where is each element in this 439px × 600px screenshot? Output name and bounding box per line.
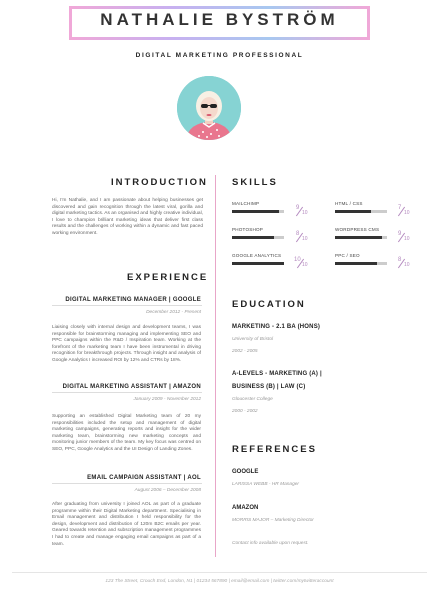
skill-out-of: 10 xyxy=(302,210,308,216)
skill-bar-fill xyxy=(232,262,284,265)
job-date-1: December 2012 - Present xyxy=(146,310,201,315)
reference-company: AMAZON xyxy=(232,505,259,511)
job-separator xyxy=(52,305,202,306)
job-title-3: EMAIL CAMPAIGN ASSISTANT | AOL xyxy=(87,475,201,481)
job-headline: DIGITAL MARKETING PROFESSIONAL xyxy=(135,52,304,59)
skill-out-of: 10 xyxy=(404,262,410,268)
skill-bar xyxy=(335,236,387,239)
skill-rating xyxy=(296,231,310,245)
job-date-3: August 2006 – December 2008 xyxy=(134,488,201,493)
skill-bar xyxy=(232,210,284,213)
skill-rating xyxy=(294,257,308,271)
job-date-2: January 2009 - November 2012 xyxy=(133,397,201,402)
reference-person: MORRIS MAJOR – Marketing Director xyxy=(232,518,314,523)
reference-person: LARISSA WEBB - HR Manager xyxy=(232,482,299,487)
skill-bar-fill xyxy=(232,236,274,239)
education-school: Gloucester College xyxy=(232,397,273,402)
reference-company: GOOGLE xyxy=(232,469,259,475)
profile-photo xyxy=(177,76,241,140)
job-description-3: After graduating from university I joined AOL as part of a graduate programme within their Digital Marketing department. Specialising in Email management and distribution I held responsibility for the design, development and distribution of 120m B2C emails per year. Geared towards retention and subscription management programmes I had to create and manage engaging email campaigns as part of a team. xyxy=(52,502,201,547)
references-note: Contact info available upon request. xyxy=(232,541,309,546)
skill-rating xyxy=(296,205,310,219)
education-heading: EDUCATION xyxy=(232,299,306,310)
skill-score: 9 xyxy=(296,205,300,211)
skill-score: 7 xyxy=(398,205,402,211)
portrait-illustration xyxy=(177,76,241,140)
skill-score: 10 xyxy=(294,257,301,263)
skill-name: PHOTOSHOP xyxy=(232,227,264,232)
skill-name: WORDPRESS CMS xyxy=(335,227,380,232)
education-title: MARKETING - 2.1 BA (HONS) xyxy=(232,324,321,330)
skills-heading: SKILLS xyxy=(232,177,278,188)
skill-out-of: 10 xyxy=(404,236,410,242)
skill-rating xyxy=(398,231,412,245)
job-separator xyxy=(52,392,202,393)
skill-score: 8 xyxy=(398,257,402,263)
skill-bar-fill xyxy=(232,210,279,213)
job-separator xyxy=(52,483,202,484)
references-heading: REFERENCES xyxy=(232,444,317,455)
skill-bar-fill xyxy=(335,210,371,213)
skill-rating xyxy=(398,205,412,219)
skill-bar xyxy=(335,210,387,213)
footer-divider xyxy=(12,572,427,573)
skill-bar-fill xyxy=(335,236,382,239)
skill-bar xyxy=(232,262,284,265)
skill-name: GOOGLE ANALYTICS xyxy=(232,253,282,258)
education-school: University of Bristol xyxy=(232,337,274,342)
skill-out-of: 10 xyxy=(302,236,308,242)
skill-name: PPC / SEO xyxy=(335,253,360,258)
skill-out-of: 10 xyxy=(302,262,308,268)
job-description-2: Supporting an established Digital Marketing team of 20 my responsibilities included the setup and management of digital marketing campaigns, generating reports and insight for the wider marketing team, brainstorming new marketing concepts and monitoring junior members of the team. My key focus was centred on SEO, PPC, Google Analytics and the UI Design of Landing Zones. xyxy=(52,414,201,452)
introduction-heading: INTRODUCTION xyxy=(111,177,208,188)
candidate-name: NATHALIE BYSTRÖM xyxy=(100,10,339,29)
skill-out-of: 10 xyxy=(404,210,410,216)
job-title-1: DIGITAL MARKETING MANAGER | GOOGLE xyxy=(65,297,201,303)
introduction-text: Hi, I'm Nathalie, and I am passionate about helping businesses get discovered and gain recognition through the latest viral, gorilla and digital marketing tactics. As an organised and highly creative individual, I love to champion brilliant marketing ideas that deliver first class results and the challenges of working within a dynamic and fast paced working environment. xyxy=(52,198,203,236)
education-title-continued: BUSINESS (B) | LAW (C) xyxy=(232,384,306,390)
education-years: 2002 - 2005 xyxy=(232,349,258,354)
skill-score: 8 xyxy=(296,231,300,237)
skill-name: MAILCHIMP xyxy=(232,201,260,206)
skill-bar xyxy=(335,262,387,265)
job-title-2: DIGITAL MARKETING ASSISTANT | AMAZON xyxy=(62,384,201,390)
contact-footer: 123 The Street, Crouch End, London, N1 | 01234 567890 | email@email.com | twitter.com/mytwitteraccount xyxy=(105,579,334,584)
skill-rating xyxy=(398,257,412,271)
skill-bar xyxy=(232,236,284,239)
skill-score: 9 xyxy=(398,231,402,237)
skill-name: HTML / CSS xyxy=(335,201,363,206)
skill-bar-fill xyxy=(335,262,377,265)
education-title: A-LEVELS - MARKETING (A) | xyxy=(232,371,322,377)
education-years: 2000 - 2002 xyxy=(232,409,258,414)
column-divider xyxy=(215,175,216,557)
job-description-1: Liaising closely with internal design and development teams, I was responsible for brainstorming managing and implementing SEO and PPC campaigns within the R&D / Inspiration team. Working at the forefront of the marketing team I have been instrumental in driving recognition for breakthrough projects. Through insight and analysis of Google Analytics I increased ROI by 12% and CTRs by 18%. xyxy=(52,325,201,363)
experience-heading: EXPERIENCE xyxy=(127,272,209,283)
